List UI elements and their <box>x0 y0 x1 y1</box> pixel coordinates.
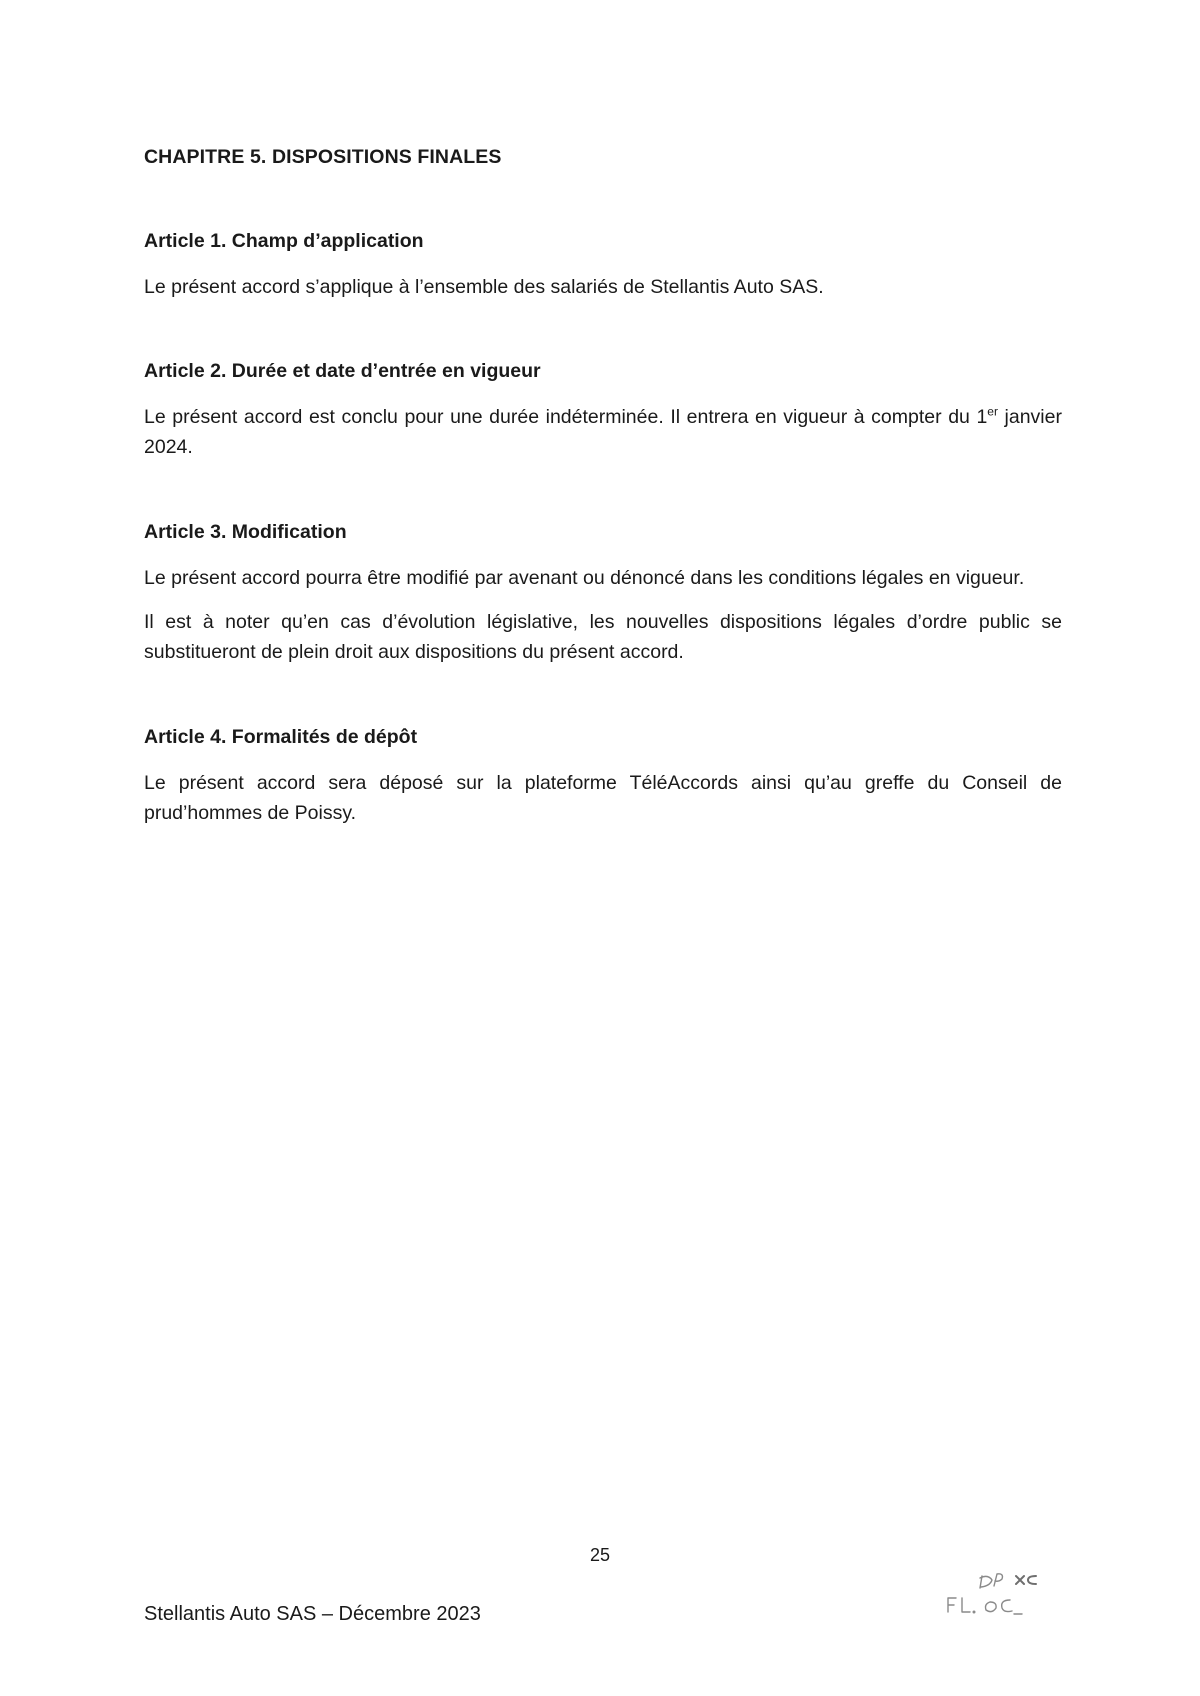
article-paragraph: Le présent accord sera déposé sur la plateforme TéléAccords ainsi qu’au greffe du Conseil de prud’hommes de Poissy. <box>144 772 1062 824</box>
footer-text: Stellantis Auto SAS – Décembre 2023 <box>144 1603 481 1625</box>
article-2 <box>144 357 1062 462</box>
page-number: 25 <box>589 1545 611 1565</box>
article-3 <box>144 518 1062 667</box>
superscript: er <box>987 404 998 419</box>
handwritten-initials <box>944 1568 1064 1628</box>
paragraph-text: Le présent accord est conclu pour une durée indéterminée. Il entrera en vigueur à compter du 1 <box>144 406 988 428</box>
article-heading: Article 4. Formalités de dépôt <box>144 726 418 748</box>
article-paragraph <box>144 402 1062 462</box>
article-heading: Article 2. Durée et date d’entrée en vigueur <box>144 360 541 382</box>
article-heading: Article 3. Modification <box>144 521 347 543</box>
article-1 <box>144 227 1062 302</box>
article-paragraph: Le présent accord pourra être modifié par avenant ou dénoncé dans les conditions légales en vigueur. <box>144 567 1025 589</box>
article-paragraph: Le présent accord s’applique à l’ensemble des salariés de Stellantis Auto SAS. <box>144 276 824 298</box>
article-4 <box>144 723 1062 828</box>
chapter-title: CHAPITRE 5. DISPOSITIONS FINALES <box>144 146 502 168</box>
article-paragraph: Il est à noter qu’en cas d’évolution législative, les nouvelles dispositions légales d’ordre public se substitueront de plein droit aux dispositions du présent accord. <box>144 611 1062 663</box>
page-content <box>144 143 1062 828</box>
article-heading: Article 1. Champ d’application <box>144 230 424 252</box>
paragraph-tail: janvier 2024. <box>144 406 1062 458</box>
